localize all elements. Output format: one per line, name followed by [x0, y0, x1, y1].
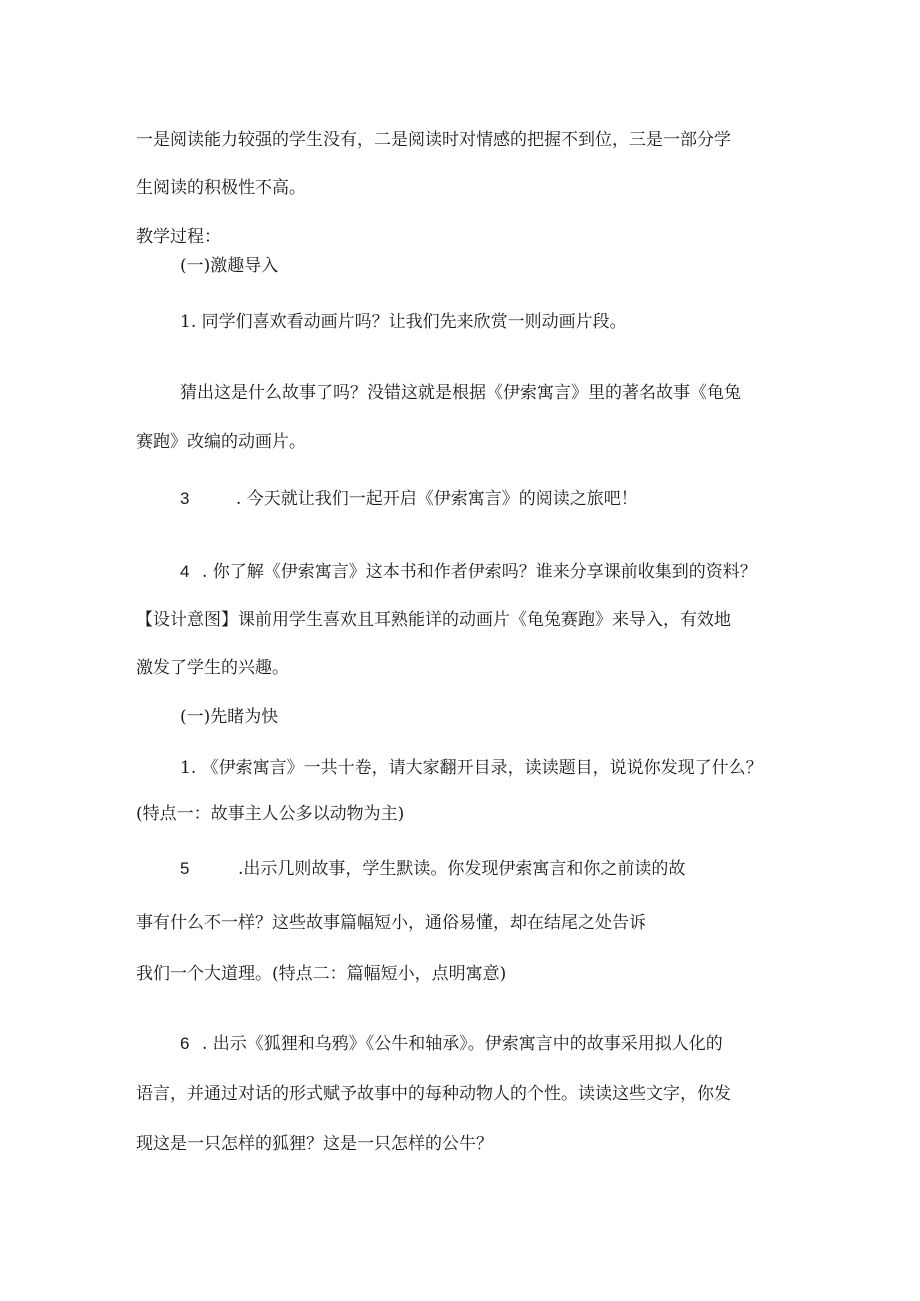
paragraph-line: 现这是一只怎样的狐狸？这是一只怎样的公牛？ — [136, 1134, 493, 1154]
paragraph-line: 猜出这是什么故事了吗？没错这就是根据《伊索寓言》里的著名故事《龟兔 — [180, 383, 741, 403]
list-item: . 你了解《伊索寓言》这本书和作者伊索吗？谁来分享课前收集到的资料？ — [202, 562, 757, 582]
list-item: . 今天就让我们一起开启《伊索寓言》的阅读之旅吧！ — [236, 489, 638, 509]
list-item-number: 6 — [180, 1034, 190, 1053]
list-item: 1. 《伊索寓言》一共十卷，请大家翻开目录，读读题目，说说你发现了什么？ — [180, 758, 763, 778]
section-heading: 教学过程： — [136, 227, 221, 247]
list-item-number: 4 — [180, 562, 190, 581]
paragraph-line: 一是阅读能力较强的学生没有，二是阅读时对情感的把握不到位，三是一部分学 — [136, 130, 731, 150]
design-intent-line: 【设计意图】课前用学生喜欢且耳熟能详的动画片《龟兔赛跑》来导入，有效地 — [136, 610, 731, 630]
paragraph-line: 激发了学生的兴趣。 — [136, 658, 289, 678]
subsection-heading: (一)先睹为快 — [180, 707, 279, 727]
list-item: . 出示《狐狸和乌鸦》《公牛和轴承》。伊索寓言中的故事采用拟人化的 — [202, 1034, 723, 1054]
list-item-number: 3 — [180, 489, 190, 508]
paragraph-line: (特点一：故事主人公多以动物为主) — [136, 804, 405, 824]
list-item: 1. 同学们喜欢看动画片吗？让我们先来欣赏一则动画片段。 — [180, 312, 627, 332]
list-item-number: 5 — [180, 859, 190, 878]
paragraph-line: 语言，并通过对话的形式赋予故事中的每种动物人的个性。读读这些文字，你发 — [136, 1084, 731, 1104]
paragraph-line: 事有什么不一样？这些故事篇幅短小，通俗易懂，却在结尾之处告诉 — [136, 913, 646, 933]
paragraph-line: 赛跑》改编的动画片。 — [136, 432, 306, 452]
paragraph-line: 生阅读的积极性不高。 — [136, 178, 306, 198]
paragraph-line: 我们一个大道理。(特点二：篇幅短小，点明寓意) — [136, 964, 507, 984]
subsection-heading: (一)激趣导入 — [180, 256, 279, 276]
list-item: .出示几则故事，学生默读。你发现伊索寓言和你之前读的故 — [238, 859, 686, 879]
